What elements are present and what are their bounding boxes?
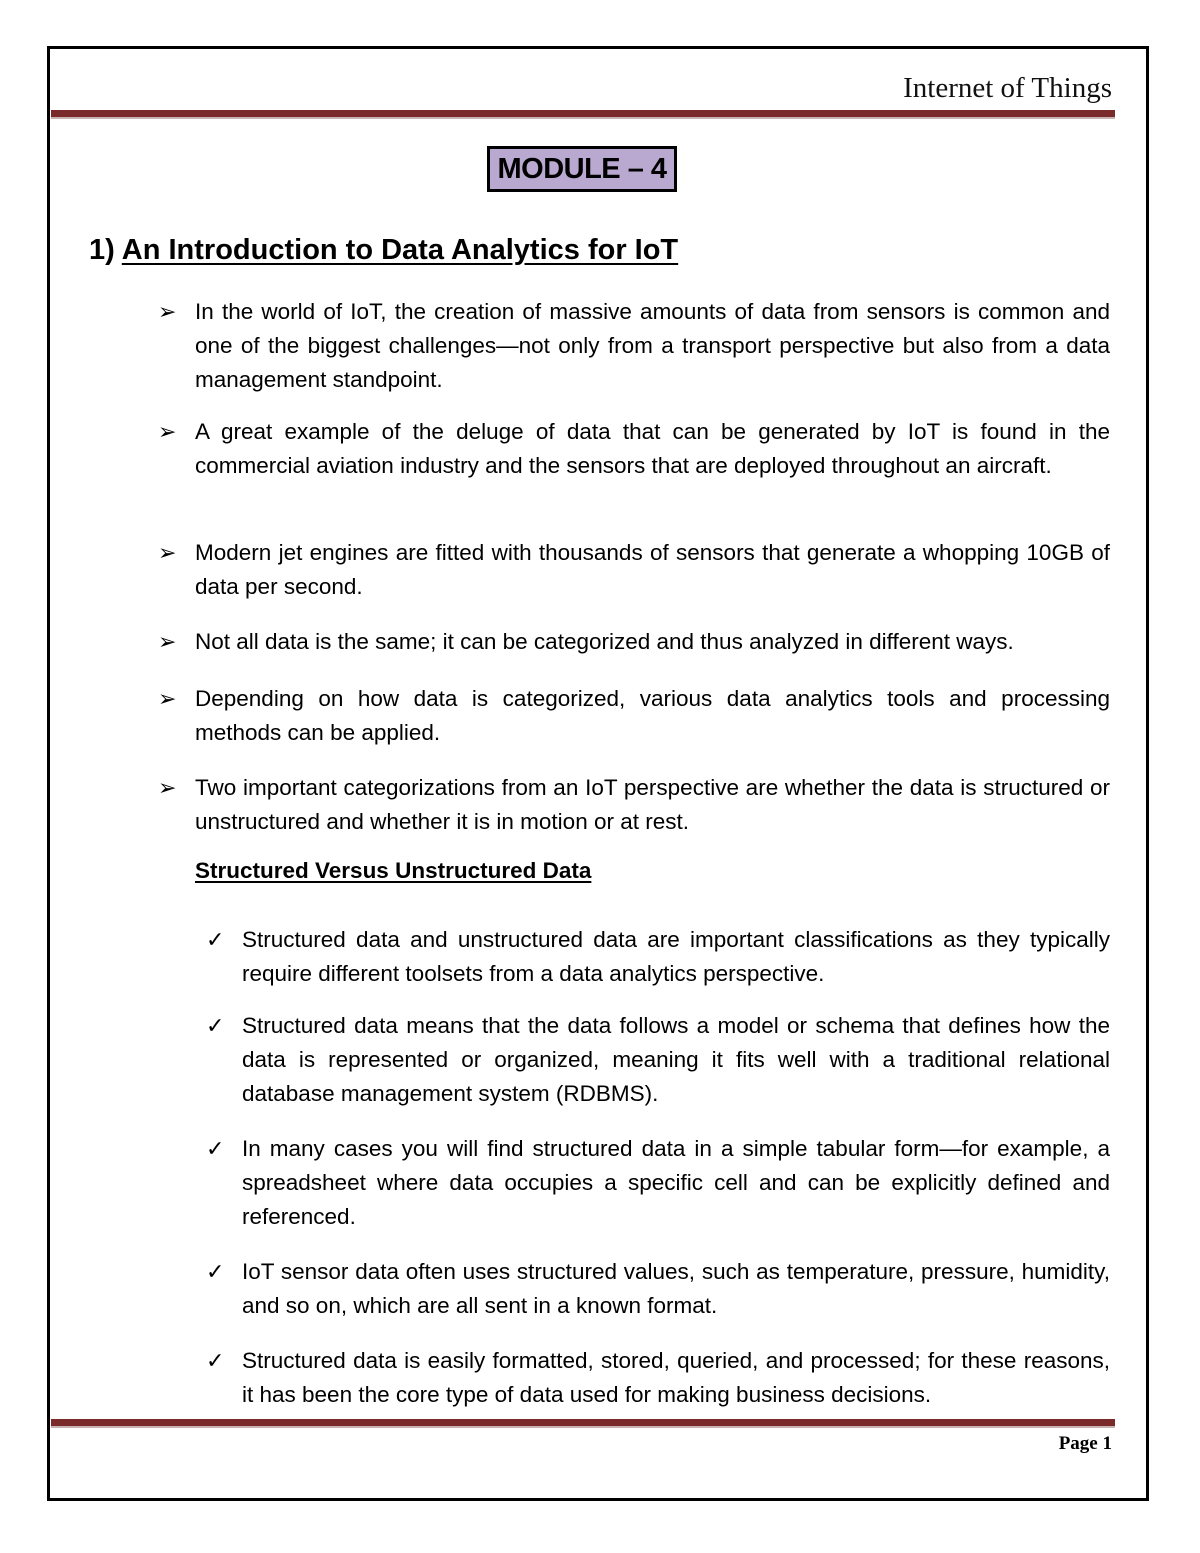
arrow-bullet-icon: ➢ — [158, 299, 177, 324]
bullet-item — [158, 682, 1110, 750]
check-text: IoT sensor data often uses structured values, such as temperature, pressure, humidity, and so on, which are all sent in a known format. — [242, 1259, 1110, 1318]
checkmark-icon: ✓ — [206, 927, 225, 952]
arrow-bullet-icon: ➢ — [158, 540, 177, 565]
checkmark-icon: ✓ — [206, 1013, 225, 1038]
arrow-bullet-icon: ➢ — [158, 419, 177, 444]
check-item — [206, 1009, 1110, 1111]
check-text: Structured data is easily formatted, stored, queried, and processed; for these reasons, it has been the core type of data used for making business decisions. — [242, 1348, 1110, 1407]
document-header-title: Internet of Things — [903, 72, 1112, 104]
check-item — [206, 923, 1110, 991]
section-number: 1) — [89, 234, 115, 266]
arrow-bullet-icon: ➢ — [158, 629, 177, 654]
check-item — [206, 1132, 1110, 1234]
bullet-text: Not all data is the same; it can be categorized and thus analyzed in different ways. — [195, 629, 1014, 654]
section-heading — [89, 234, 678, 267]
module-label-box: MODULE – 4 — [487, 146, 677, 192]
check-text: In many cases you will find structured data in a simple tabular form—for example, a spreadsheet where data occupies a specific cell and can be explicitly defined and referenced. — [242, 1136, 1110, 1229]
bullet-item — [158, 771, 1110, 839]
check-item — [206, 1344, 1110, 1412]
bullet-text: In the world of IoT, the creation of massive amounts of data from sensors is common and one of the biggest challenges—not only from a transport perspective but also from a data management standpoint. — [195, 299, 1110, 392]
arrow-bullet-icon: ➢ — [158, 775, 177, 800]
bullet-item — [158, 625, 1110, 659]
bullet-item — [158, 536, 1110, 604]
page-number: Page 1 — [1058, 1433, 1112, 1454]
check-text: Structured data means that the data follows a model or schema that defines how the data is represented or organized, meaning it fits well with a traditional relational database management system (RDBMS). — [242, 1013, 1110, 1106]
header-divider — [51, 110, 1115, 119]
bullet-text: A great example of the deluge of data that can be generated by IoT is found in the commercial aviation industry and the sensors that are deployed throughout an aircraft. — [195, 419, 1110, 478]
bullet-text: Depending on how data is categorized, various data analytics tools and processing methods can be applied. — [195, 686, 1110, 745]
bullet-text: Two important categorizations from an IoT perspective are whether the data is structured or unstructured and whether it is in motion or at rest. — [195, 775, 1110, 834]
footer-divider — [51, 1419, 1115, 1428]
check-text: Structured data and unstructured data are important classifications as they typically require different toolsets from a data analytics perspective. — [242, 927, 1110, 986]
checkmark-icon: ✓ — [206, 1136, 225, 1161]
check-item — [206, 1255, 1110, 1323]
bullet-text: Modern jet engines are fitted with thousands of sensors that generate a whopping 10GB of data per second. — [195, 540, 1110, 599]
arrow-bullet-icon: ➢ — [158, 686, 177, 711]
checkmark-icon: ✓ — [206, 1259, 225, 1284]
subsection-heading: Structured Versus Unstructured Data — [195, 858, 592, 883]
checkmark-icon: ✓ — [206, 1348, 225, 1373]
bullet-item — [158, 415, 1110, 483]
bullet-item — [158, 295, 1110, 397]
section-title: An Introduction to Data Analytics for IoT — [121, 234, 679, 266]
